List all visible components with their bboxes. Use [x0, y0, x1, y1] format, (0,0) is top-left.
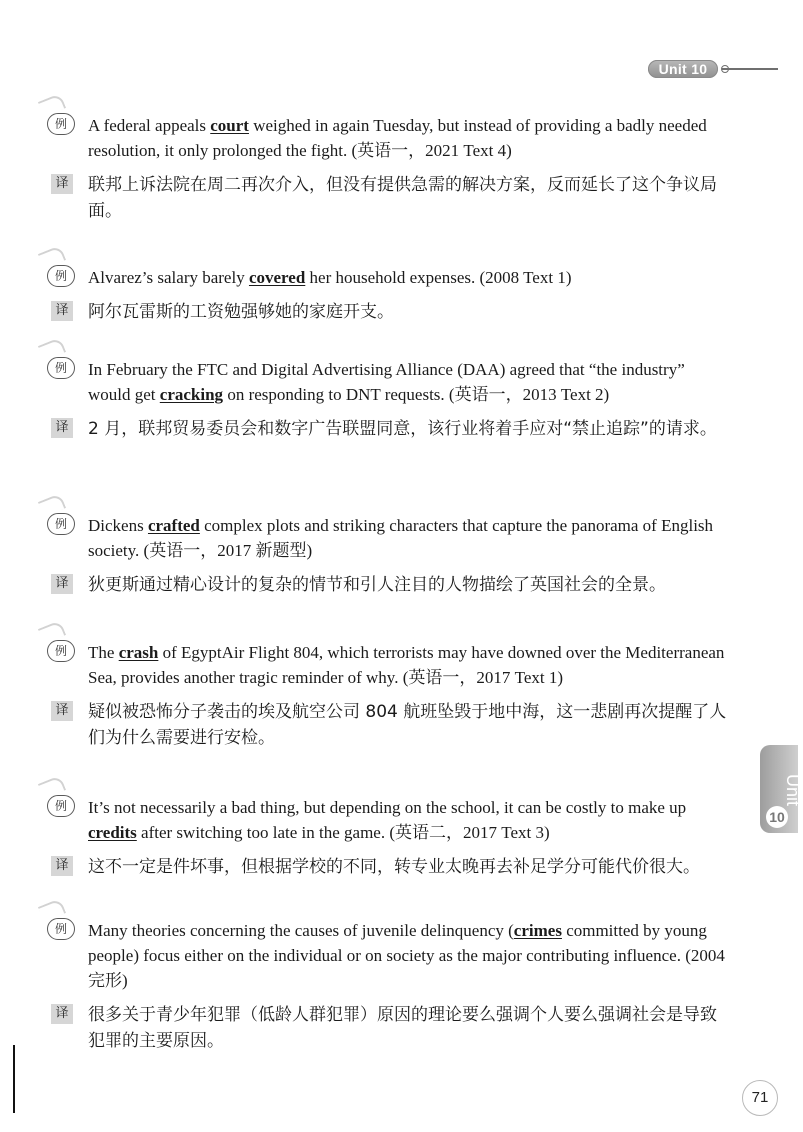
chinese-translation — [40, 172, 730, 224]
chinese-translation — [40, 299, 730, 325]
english-text-before: Dickens — [88, 516, 148, 535]
chinese-text: 联邦上诉法院在周二再次介入，但没有提供急需的解决方案，反而延长了这个争议局面。 — [88, 175, 717, 221]
english-text-before: The — [88, 643, 119, 662]
keyword: crash — [118, 643, 159, 662]
entry-7 — [40, 918, 730, 1054]
english-text-before: It’s not necessarily a bad thing, but depending on the school, it can be costly to make up — [88, 798, 687, 817]
keyword: covered — [248, 268, 306, 287]
english-text-before: A federal appeals — [88, 116, 211, 135]
entry-3 — [40, 357, 730, 442]
entry-4 — [40, 513, 730, 598]
english-sentence — [40, 640, 730, 690]
translation-icon: 译 — [51, 856, 73, 876]
english-sentence — [40, 918, 730, 993]
english-text-after: her household expenses. (2008 Text 1) — [305, 268, 572, 287]
entry-5 — [40, 640, 730, 751]
chinese-translation — [40, 854, 730, 880]
entry-6 — [40, 795, 730, 880]
keyword: crimes — [513, 921, 562, 940]
english-sentence — [40, 513, 730, 563]
side-unit-text: Unit — [783, 774, 803, 807]
keyword: cracking — [159, 385, 224, 404]
chinese-translation — [40, 1002, 730, 1054]
english-text-after: of EgyptAir Flight 804, which terrorists may have downed over the Mediterranean Sea, provides another tragic reminder of why. (英语一，2017 Text 1) — [88, 643, 725, 687]
english-text-after: weighed in again Tuesday, but instead of providing a badly needed resolution, it only prolonged the fight. (英语一，2021 Text 4) — [88, 116, 707, 160]
english-text-after: after switching too late in the game. (英语二，2017 Text 3) — [136, 823, 550, 842]
chinese-text: 狄更斯通过精心设计的复杂的情节和引人注目的人物描绘了英国社会的全景。 — [88, 575, 666, 595]
english-sentence — [40, 113, 730, 163]
translation-icon: 译 — [51, 301, 73, 321]
unit-tab: Unit 10 — [648, 60, 718, 78]
example-icon: 例 — [47, 357, 75, 379]
example-icon: 例 — [47, 640, 75, 662]
example-icon: 例 — [47, 918, 75, 940]
chinese-text: 很多关于青少年犯罪（低龄人群犯罪）原因的理论要么强调个人要么强调社会是导致犯罪的主要原因。 — [88, 1005, 717, 1051]
side-unit-number: 10 — [766, 806, 788, 828]
example-icon: 例 — [47, 513, 75, 535]
english-text-after: on responding to DNT requests. (英语一，2013 Text 2) — [223, 385, 610, 404]
english-sentence — [40, 357, 730, 407]
chinese-translation — [40, 699, 730, 751]
english-text-after: committed by young people) focus either on the individual or on society as the major contributing influence. (2004 完形) — [88, 921, 725, 990]
translation-icon: 译 — [51, 174, 73, 194]
english-text-before: In February the FTC and Digital Advertising Alliance (DAA) agreed that “the industry” would get — [88, 360, 685, 404]
example-icon: 例 — [47, 795, 75, 817]
keyword: credits — [88, 823, 137, 842]
english-sentence — [40, 265, 730, 290]
chinese-text: 阿尔瓦雷斯的工资勉强够她的家庭开支。 — [88, 302, 394, 322]
chinese-text: 这不一定是件坏事，但根据学校的不同，转专业太晚再去补足学分可能代价很大。 — [88, 857, 700, 877]
english-sentence — [40, 795, 730, 845]
chinese-text: 疑似被恐怖分子袭击的埃及航空公司 804 航班坠毁于地中海，这一悲剧再次提醒了人们为什么需要进行安检。 — [88, 702, 727, 748]
english-text-before: Alvarez’s salary barely — [88, 268, 249, 287]
left-rule — [13, 1045, 15, 1113]
unit-tab-line — [722, 68, 778, 70]
chinese-translation — [40, 572, 730, 598]
example-icon: 例 — [47, 265, 75, 287]
english-text-before: Many theories concerning the causes of juvenile delinquency ( — [88, 921, 514, 940]
chinese-text: 2 月，联邦贸易委员会和数字广告联盟同意，该行业将着手应对“禁止追踪”的请求。 — [88, 419, 717, 439]
keyword: crafted — [147, 516, 200, 535]
entry-1 — [40, 113, 730, 224]
example-icon: 例 — [47, 113, 75, 135]
entry-2 — [40, 265, 730, 325]
english-text-after: complex plots and striking characters that capture the panorama of English society. (英语一，2017 新题型) — [88, 516, 714, 560]
translation-icon: 译 — [51, 418, 73, 438]
page-number: 71 — [742, 1080, 778, 1116]
translation-icon: 译 — [51, 1004, 73, 1024]
chinese-translation — [40, 416, 730, 442]
keyword: court — [210, 116, 249, 135]
translation-icon: 译 — [51, 701, 73, 721]
translation-icon: 译 — [51, 574, 73, 594]
